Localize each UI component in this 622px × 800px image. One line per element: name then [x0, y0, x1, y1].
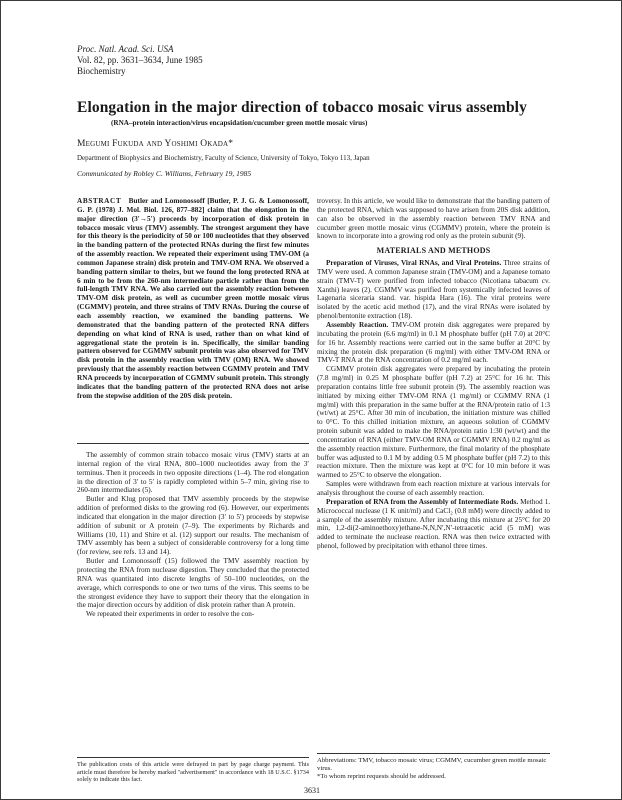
methods-paragraph	[317, 321, 550, 365]
methods-paragraph	[317, 259, 550, 321]
paragraph-text: TMV-OM protein disk aggregates were prepared by incubating the protein (6.6 mg/ml) in 0.1 M phosphate buffer (pH 7.0) at 20°C for 16 hr. Assembly reactions were carried out in the same buffer at 20°C by mixing the protein disk preparation (6 mg/ml) with either TMV-OM RNA or TMV-T RNA at the RNA concentration of 0.2 mg/ml each.	[317, 320, 550, 365]
runin-heading: Preparation of Viruses, Viral RNAs, and Viral Proteins.	[326, 259, 502, 268]
methods-paragraph: Samples were withdrawn from each reaction mixture at various intervals for analysis throughout the course of each assembly reaction.	[317, 480, 550, 497]
intro-paragraph: We repeated their experiments in order to resolve the con-	[86, 610, 255, 619]
intro-paragraph: Butler and Lomonossoff (15) followed the TMV assembly reaction by protecting the RNA from nuclease digestion. They concluded that the protected RNA was quantitated into discrete lengths of 50–100 nucleotides, on the average, which corresponds to one or two turns of the virus. This seems to be the strongest evidence they have to support their theory that the elongation in the major direction occurs by addition of disk protein rather than A protein.	[77, 557, 309, 610]
volume-info: Vol. 82, pp. 3631–3634, June 1985	[77, 55, 203, 65]
reprint-footnote: *To whom reprint requests should be addressed.	[317, 773, 446, 781]
right-footnotes	[317, 757, 550, 782]
paragraph-text: Three strains of TMV were used. A common Japanese strain (TMV-OM) and a Japanese tomato strain (TMV-T) were purified from infected tobacco (Nicotiana tabacum cv. Xanthi) leaves (2). CGMMV was purified from systemically infected leaves of Lagenaria siceraria stand. var. hispida Hara (16). The viral proteins were isolated by the acetic acid method (17), and the viral RNAs were isolated by phenol/bentonite extraction (18).	[317, 259, 551, 321]
article-authors: Megumi Fukuda and Yoshimi Okada*	[77, 139, 234, 149]
introduction	[77, 451, 309, 619]
methods-paragraph	[317, 498, 550, 551]
intro-continuation: troversy. In this article, we would like to demonstrate that the banding pattern of the protected RNA, which was supposed to have arisen from 20S disk addition, can also be observed in the assembly reaction between TMV RNA and cucumber green mottle mosaic virus (CGMMV) protein, where the protein is known to incorporate into a growing rod only as the protein subunit (9).	[317, 197, 550, 241]
publication-footnote: The publication costs of this article were defrayed in part by page charge payment. This article must therefore be hereby marked "advertisement" in accordance with 18 U.S.C. §1734 solely to indicate this fact.	[77, 761, 309, 783]
intro-paragraph: The assembly of common strain tobacco mosaic virus (TMV) starts at an internal region of the viral RNA, 800–1000 nucleotides away from the 3′ terminus. Then it proceeds in two opposite directions (1–4). The rod elongation in the direction of 3′ to 5′ is rapidly completed within 5–7 min, giving rise to 260-nm intermediates (5).	[77, 451, 309, 495]
abstract-text: Butler and Lomonossoff [Butler, P. J. G. & Lomonossoff, G. P. (1978) J. Mol. Biol. 126, 877–882] claim that the elongation in the major direction (3′→5′) proceeds by incorporation of disk protein in tobacco mosaic virus (TMV) assembly. The strongest argument they have for this theory is the periodicity of 50 or 100 nucleotides that they observed in the banding pattern of the protected RNAs during the first few minutes of the assembly reaction. We repeated their experiment using TMV-OM (a common Japanese strain) disk protein and TMV-OM RNA. We observed a banding pattern similar to theirs, but we found the long protected RNA at 6 min to be from the 260-nm intermediate particle rather than from the full-length TMV RNA. We also carried out the assembly reaction between TMV-OM disk protein, as well as cucumber green mottle mosaic virus (CGMMV) protein, and three strains of TMV RNAs. During the course of each assembly reaction, we examined the banding patterns. We demonstrated that the banding pattern of the protected RNA differs depending on what kind of RNA is used, rather than on what kind of aggregational state the protein is in. Specifically, the similar banding pattern observed for CGMMV subunit protein was also observed for TMV disk protein in the assembly reaction with TMV (OM) RNA. We showed previously that the assembly reaction between CGMMV protein and TMV RNA proceeds by incorporation of CGMMV subunit protein. This strongly indicates that the banding pattern of the protected RNA does not arise from the stepwise addition of the 20S disk protein.	[77, 197, 309, 400]
methods-heading: MATERIALS AND METHODS	[376, 246, 491, 256]
runin-heading: Assembly Reaction.	[326, 320, 389, 329]
methods-paragraph: CGMMV protein disk aggregates were prepared by incubating the protein (7.8 mg/ml) in 0.25 M phosphate buffer (pH 7.2) at 25°C for 16 hr. This preparation contains little free subunit protein (9). The assembly reaction was initiated by mixing either TMV-OM RNA (1 mg/ml) or CGMMV RNA (1 mg/ml) with this preparation in the same buffer at the RNA/protein ratio of 1:3 (wt/wt) at 25°C. After 30 min of incubation, the initiation mixture was chilled to 0°C. To this chilled initiation mixture, an aqueous solution of CGMMV protein subunit was added to make the RNA/protein ratio 1:30 (wt/wt) and the concentration of RNA (either TMV-OM RNA or CGMMV RNA) 0.2 mg/ml as the assembly reaction mixture. Furthermore, the final molarity of the phosphate buffer was adjusted to 0.1 M by adding 0.5 M phosphate buffer (pH 7.2) to this reaction mixture. Then the mixture was kept at 0°C for 10 min before it was warmed to 25°C to observe the elongation.	[317, 365, 550, 480]
journal-header	[77, 44, 203, 77]
abstract	[77, 197, 309, 400]
runin-heading: Preparation of RNA from the Assembly of Intermediate Rods.	[326, 497, 519, 506]
page-number: 3631	[304, 786, 320, 795]
author-affiliation: Department of Biophysics and Biochemistry, Faculty of Science, University of Tokyo, Tokyo 113, Japan	[77, 154, 370, 162]
footnote-divider-right	[317, 753, 550, 754]
communicated-line: Communicated by Robley C. Williams, February 19, 1985	[77, 169, 252, 178]
paragraph-text: Method 1. Micrococcal nuclease (1 K unit/ml) and CaCl₂ (0.8 mM) were directly added to a sample of the assembly mixture. After incubating this mixture at 25°C for 20 min, 1,2-di(2-aminoethoxy)ethane-N,N,N′,N′-tetraacetic acid (5 mM) was added to terminate the nuclease reaction. RNA was then twice extracted with phenol, followed by precipitation with ethanol three times.	[317, 497, 551, 551]
section-name: Biochemistry	[77, 66, 126, 76]
article-title: Elongation in the major direction of tobacco mosaic virus assembly	[77, 99, 527, 116]
right-column	[317, 197, 550, 551]
footnote-divider-left	[77, 757, 309, 758]
abstract-divider	[77, 443, 309, 444]
journal-name: Proc. Natl. Acad. Sci. USA	[77, 44, 174, 54]
intro-paragraph: Butler and Klug proposed that TMV assembly proceeds by the stepwise addition of preformed disks to the growing rod (6). However, our experiments indicated that elongation in the major direction (3′ to 5′) proceeds by stepwise addition of subunit or A protein (7–9). The experiments by Richards and Williams (10, 11) and Shire et al. (12) support our results. The mechanism of TMV assembly has been a subject of considerable controversy for a long time (for review, see refs. 13 and 14).	[77, 495, 309, 557]
abstract-heading: ABSTRACT	[77, 197, 122, 205]
abbreviations-footnote: Abbreviations: TMV, tobacco mosaic virus; CGMMV, cucumber green mottle mosaic virus.	[317, 757, 547, 773]
article-keywords: (RNA–protein interaction/virus encapsidation/cucumber green mottle mosaic virus)	[111, 119, 368, 127]
